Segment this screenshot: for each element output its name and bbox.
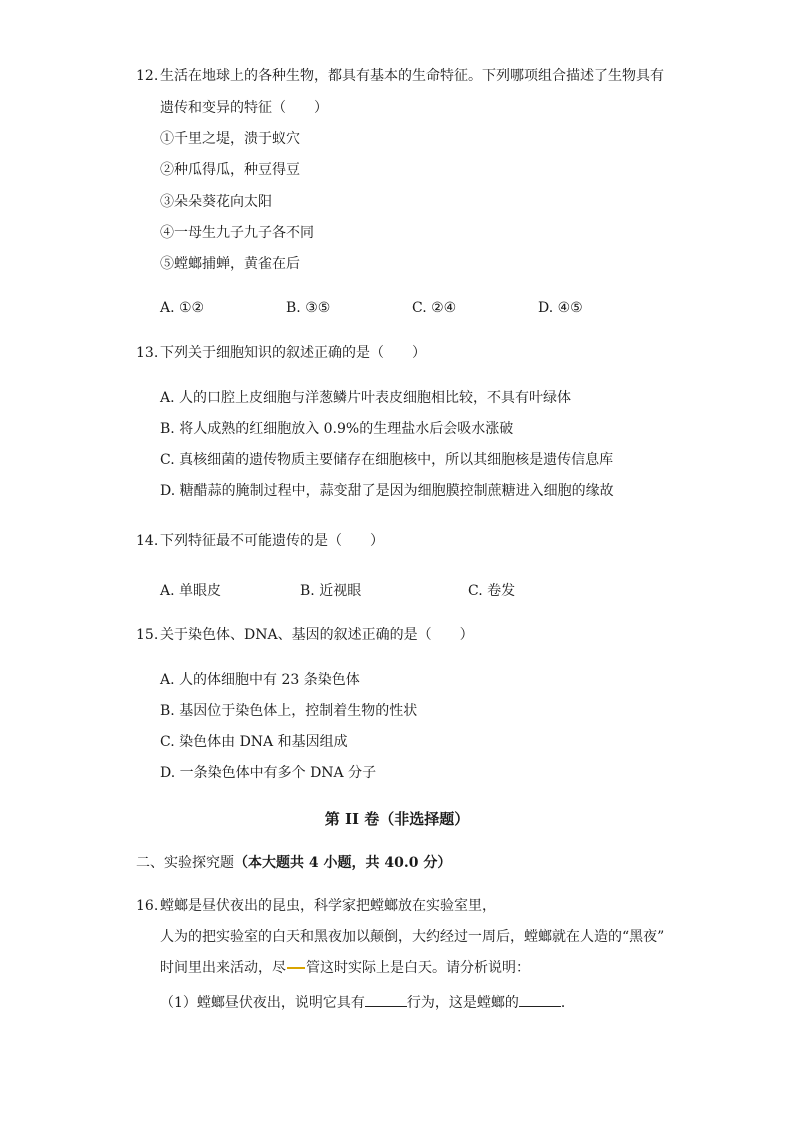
question-number: 13. xyxy=(136,345,159,361)
list-item: ③朵朵葵花向太阳 xyxy=(160,194,272,210)
question-number: 16. xyxy=(136,898,159,914)
list-item: ⑤螳螂捕蝉，黄雀在后 xyxy=(160,256,300,272)
question-number: 15. xyxy=(136,627,159,643)
section-title: 第 II 卷（非选择题） xyxy=(324,810,470,828)
text-fragment: （1）螳螂昼伏夜出，说明它具有 xyxy=(160,995,365,1011)
list-item: ②种瓜得瓜，种豆得豆 xyxy=(160,162,300,178)
list-item: ④一母生九子九子各不同 xyxy=(160,225,314,241)
part-prefix: 二、实验探究题 xyxy=(136,855,234,871)
option-d[interactable]: D. 一条染色体中有多个 DNA 分子 xyxy=(160,765,377,781)
option-d[interactable]: D. ④⑤ xyxy=(538,300,583,316)
option-b[interactable]: B. 基因位于染色体上，控制着生物的性状 xyxy=(160,703,418,719)
sub-question-1 xyxy=(160,994,575,1011)
answer-blank[interactable] xyxy=(365,994,407,1007)
option-b[interactable]: B. 近视眼 xyxy=(300,583,362,599)
text-fragment: ． xyxy=(560,995,575,1011)
question-number: 14. xyxy=(136,533,159,549)
option-a[interactable]: A. ①② xyxy=(160,300,205,316)
text-fragment: 行为，这是螳螂的 xyxy=(406,995,519,1011)
part-heading xyxy=(136,852,451,872)
answer-blank[interactable] xyxy=(519,994,561,1007)
option-a[interactable]: A. 人的口腔上皮细胞与洋葱鳞片叶表皮细胞相比较，不具有叶绿体 xyxy=(160,390,572,406)
question-stem: 下列特征最不可能遗传的是（ ） xyxy=(160,533,384,549)
option-d[interactable]: D. 糖醋蒜的腌制过程中，蒜变甜了是因为细胞膜控制蔗糖进入细胞的缘故 xyxy=(160,483,614,499)
option-b[interactable]: B. 将人成熟的红细胞放入 0.9%的生理盐水后会吸水涨破 xyxy=(160,421,514,437)
question-stem: 关于染色体、DNA、基因的叙述正确的是（ ） xyxy=(160,627,474,643)
question-stem: 螳螂是昼伏夜出的昆虫，科学家把螳螂放在实验室里， xyxy=(160,898,496,914)
option-c[interactable]: C. ②④ xyxy=(412,300,457,316)
option-c[interactable]: C. 真核细菌的遗传物质主要储存在细胞核中，所以其细胞核是遗传信息库 xyxy=(160,452,614,468)
text-fragment: 时间里出来活动，尽 xyxy=(160,960,286,976)
question-stem: 生活在地球上的各种生物，都具有基本的生命特征。下列哪项组合描述了生物具有 xyxy=(160,68,664,84)
question-stem-continued: 遗传和变异的特征（ ） xyxy=(160,100,328,116)
text-fragment: 管这时实际上是白天。请分析说明： xyxy=(306,960,530,976)
highlight-mark xyxy=(287,967,305,969)
part-detail: （本大题共 4 小题，共 40.0 分） xyxy=(234,855,452,871)
list-item: ①千里之堤，溃于蚁穴 xyxy=(160,131,300,147)
question-stem: 下列关于细胞知识的叙述正确的是（ ） xyxy=(160,345,426,361)
question-stem-continued xyxy=(160,960,530,976)
option-b[interactable]: B. ③⑤ xyxy=(286,300,331,316)
question-stem-continued: 人为的把实验室的白天和黑夜加以颠倒，大约经过一周后，螳螂就在人造的“黑夜” xyxy=(160,929,665,945)
option-a[interactable]: A. 单眼皮 xyxy=(160,583,222,599)
option-c[interactable]: C. 卷发 xyxy=(468,583,516,599)
option-a[interactable]: A. 人的体细胞中有 23 条染色体 xyxy=(160,672,360,688)
question-number: 12. xyxy=(136,68,159,84)
option-c[interactable]: C. 染色体由 DNA 和基因组成 xyxy=(160,734,348,750)
